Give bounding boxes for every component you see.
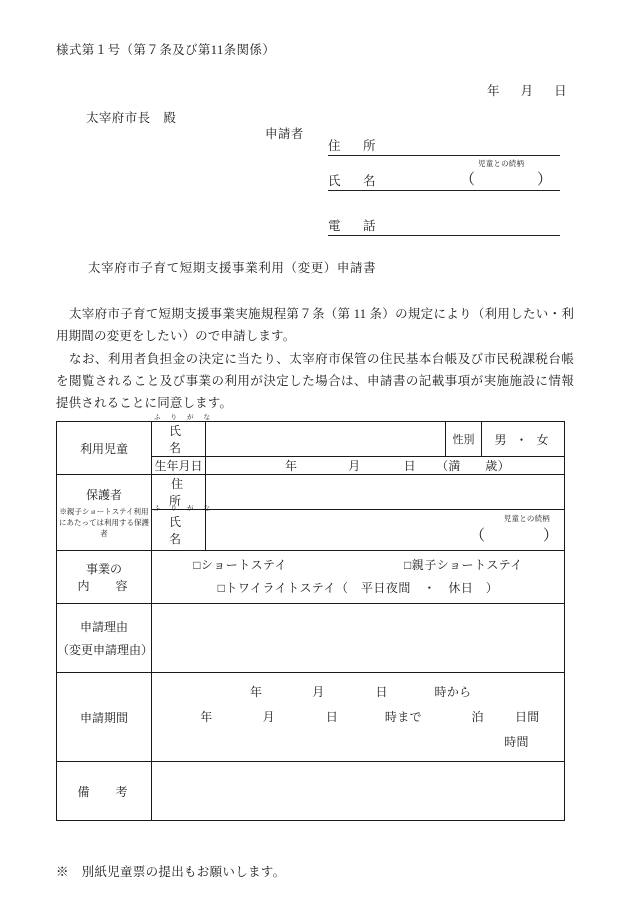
applicant-address-label: 住 所 — [328, 139, 381, 153]
period-end-time: 時まで — [384, 709, 422, 724]
child-label: 利用児童 — [79, 441, 128, 456]
application-table — [56, 414, 565, 821]
applicant-tel-rule — [328, 235, 560, 236]
applicant-name-field[interactable] — [328, 175, 560, 191]
service-options-cell — [152, 551, 565, 604]
service-label-cell — [57, 551, 152, 604]
period-row-3 — [152, 730, 564, 755]
guardian-address-input-cell[interactable] — [206, 475, 565, 510]
child-dob-label: 生年月日 — [154, 459, 203, 473]
guardian-name-input-cell[interactable] — [206, 510, 565, 551]
applicant-name-rule — [328, 190, 560, 191]
applicant-name-label: 氏 名 — [328, 174, 381, 188]
paren-close: ） — [542, 528, 558, 544]
child-dob-line — [206, 457, 564, 474]
body-paragraph-2: なお、利用者負担金の決定に当たり、太宰府市保管の住民基本台帳及び市民税課税台帳を閲覧されること及び事業の利用が決定した場合は、申請書の記載事項が実施施設に情報提供されることに同意します。 — [56, 352, 574, 410]
body-paragraph-1: 太宰府市子育て短期支援事業実施規程第７条（第 11 条）の規定により（利用したい・利用期間の変更をしたい）ので申請します。 — [56, 307, 574, 343]
guardian-note: ※親子ショートステイ利用にあたっては利用する保護者 — [59, 507, 149, 538]
reason-label-line-2: （変更申請理由） — [57, 643, 154, 657]
period-nights: 泊 — [471, 709, 484, 724]
paren-open: （ — [470, 528, 486, 544]
guardian-relation-note: 児童との続柄 — [503, 514, 550, 523]
child-dob-input-cell[interactable] — [206, 457, 565, 475]
child-name-input-cell[interactable] — [206, 422, 446, 457]
checkbox-twilight-stay[interactable]: □トワイライトステイ（ 平日夜間 ・ 休日 ） — [217, 581, 499, 595]
period-hours: 時間 — [504, 734, 529, 749]
period-input-cell[interactable] — [152, 673, 565, 762]
guardian-name-label-cell — [152, 505, 220, 551]
table-row-child-name — [57, 422, 565, 457]
reason-label-cell — [57, 604, 152, 673]
table-row-reason — [57, 604, 565, 673]
child-name-label-cell — [152, 414, 220, 457]
child-name-ruby — [152, 414, 220, 456]
addressee: 太宰府市長 殿 — [86, 111, 177, 125]
child-dob-year: 年 — [284, 459, 298, 473]
applicant-tel-label: 電 話 — [328, 219, 381, 233]
period-row-2 — [152, 705, 564, 730]
period-end-day: 日 — [325, 709, 339, 724]
date-month-label: 月 — [520, 84, 534, 98]
date-year-label: 年 — [487, 84, 500, 98]
checkbox-parent-child-short-stay[interactable]: □親子ショートステイ — [404, 558, 523, 572]
child-name-label: 氏 名 — [168, 424, 208, 455]
table-row-remarks — [57, 762, 565, 821]
period-row-1 — [152, 680, 564, 705]
period-start-year: 年 — [249, 684, 263, 699]
period-days: 日間 — [514, 709, 540, 724]
child-label-cell — [57, 422, 152, 475]
period-start-time: 時から — [434, 684, 472, 699]
child-sex-value-cell[interactable] — [482, 422, 565, 457]
applicant-address-field[interactable] — [328, 140, 560, 156]
service-label-line-2: 内 容 — [77, 579, 135, 593]
child-sex-label: 性別 — [452, 434, 475, 446]
date-day-label: 日 — [554, 84, 567, 98]
document-title: 太宰府市子育て短期支援事業利用（変更）申請書 — [88, 261, 377, 275]
child-dob-day: 日 — [403, 459, 416, 473]
remarks-label: 備 考 — [77, 784, 135, 799]
child-dob-label-cell — [152, 457, 206, 475]
guardian-name-furigana: ふりがな — [154, 505, 220, 512]
form-number: 様式第１号（第７条及び第11条関係） — [56, 43, 276, 57]
child-name-furigana: ふりがな — [154, 414, 220, 421]
guardian-label-cell — [57, 475, 152, 551]
guardian-name-ruby — [152, 505, 220, 547]
period-start-month: 月 — [312, 684, 325, 699]
table-row-guardian-address — [57, 475, 565, 510]
reason-label-line-1: 申請理由 — [79, 620, 128, 634]
service-options-row-1 — [152, 554, 564, 577]
remarks-input-cell[interactable] — [152, 762, 565, 821]
remarks-label-cell — [57, 762, 152, 821]
child-dob-month: 月 — [348, 459, 361, 473]
table-row-period — [57, 673, 565, 762]
reason-input-cell[interactable] — [152, 604, 565, 673]
applicant-address-rule — [328, 155, 560, 156]
period-label-cell — [57, 673, 152, 762]
child-sex-label-cell — [446, 422, 482, 457]
paren-open: （ — [460, 172, 476, 188]
period-end-month: 月 — [262, 709, 275, 724]
period-end-year: 年 — [200, 709, 213, 724]
applicant-relation-note: 児童との続柄 — [478, 159, 525, 168]
checkbox-short-stay[interactable]: □ショートステイ — [193, 558, 287, 572]
child-dob-age: （満 歳） — [436, 459, 510, 473]
guardian-label: 保護者 — [85, 488, 122, 502]
paren-close: ） — [536, 172, 552, 188]
service-label-line-1: 事業の — [85, 562, 122, 576]
applicant-label: 申請者 — [265, 127, 304, 141]
period-label: 申請期間 — [79, 710, 128, 725]
child-sex-options: 男 ・ 女 — [494, 432, 552, 447]
guardian-address-label: 住 所 — [168, 477, 210, 508]
applicant-tel-field[interactable] — [328, 220, 560, 236]
period-start-day: 日 — [375, 684, 388, 699]
service-options-row-2 — [152, 577, 564, 600]
footer-note: ※ 別紙児童票の提出もお願いします。 — [56, 865, 286, 879]
table-row-service-content — [57, 551, 565, 604]
date-line — [487, 81, 567, 99]
guardian-name-label: 氏 名 — [168, 515, 208, 546]
